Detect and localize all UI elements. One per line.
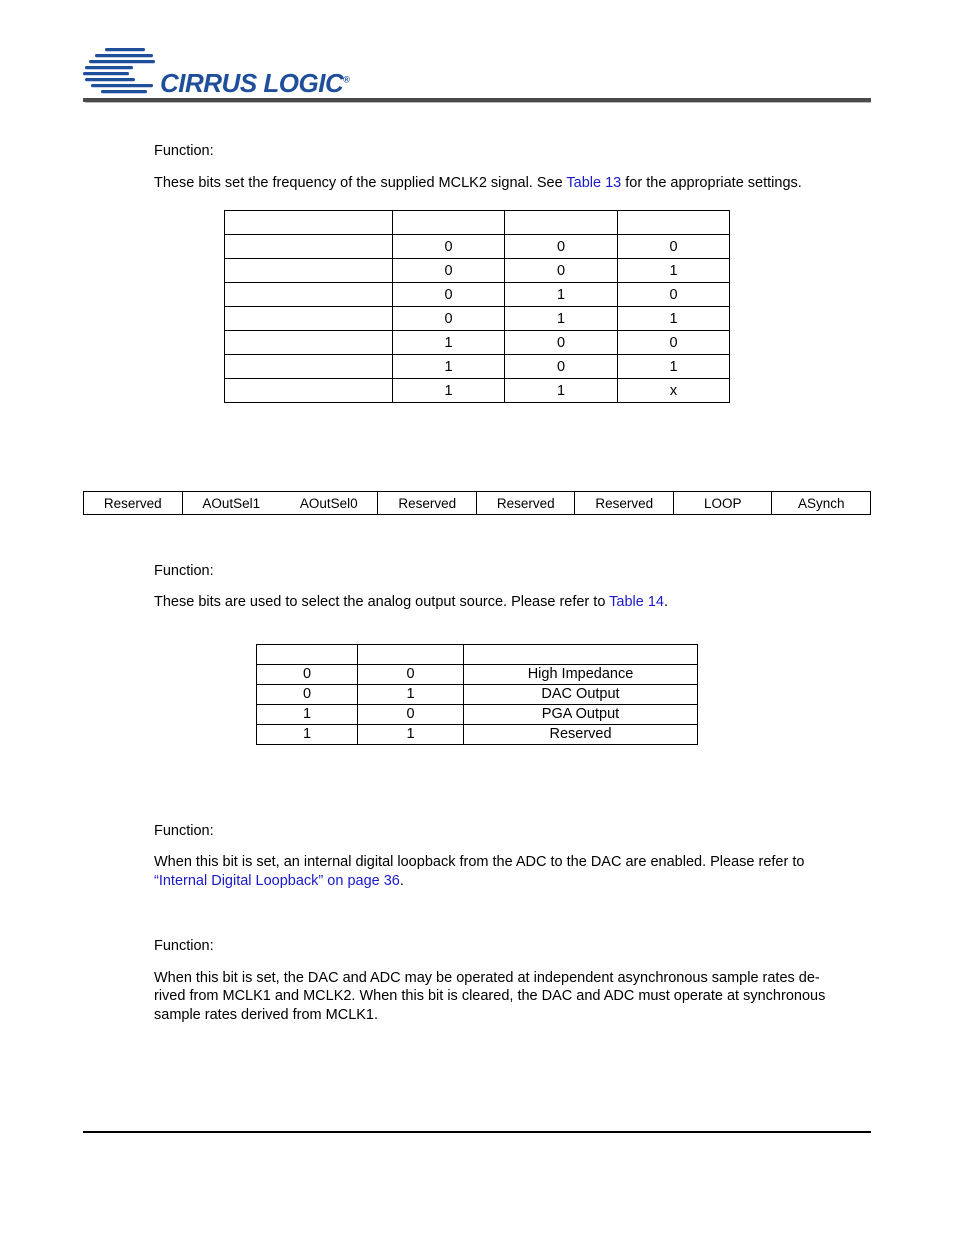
table-cell: 1 bbox=[618, 259, 730, 283]
register-bit-row bbox=[84, 492, 871, 515]
table-cell: 0 bbox=[618, 283, 730, 307]
table-row bbox=[257, 665, 698, 685]
table-cell: PGA Output bbox=[464, 705, 698, 725]
table-cell bbox=[225, 355, 393, 379]
table-row bbox=[225, 283, 730, 307]
table-cell: 1 bbox=[505, 307, 618, 331]
footer-rule bbox=[83, 1131, 871, 1133]
loop-description-tail: . bbox=[399, 873, 404, 889]
table-cell bbox=[618, 211, 730, 235]
table-header-row bbox=[257, 645, 698, 665]
cirrus-logo-swoosh-icon bbox=[83, 46, 163, 96]
table-cell: x bbox=[618, 379, 730, 403]
aoutsel-function-label: Function: bbox=[154, 563, 214, 579]
table-cell: 1 bbox=[393, 379, 505, 403]
table-cell: Reserved bbox=[464, 725, 698, 745]
loop-description-line2 bbox=[154, 872, 404, 890]
table-row bbox=[225, 355, 730, 379]
mclk2-description bbox=[154, 174, 802, 192]
register-bit-map bbox=[83, 491, 871, 515]
table-cell: 1 bbox=[393, 331, 505, 355]
table-cell: 0 bbox=[618, 235, 730, 259]
aoutsel-table bbox=[256, 644, 698, 745]
table-cell: 1 bbox=[358, 725, 464, 745]
table-header-row bbox=[225, 211, 730, 235]
table-cell: 0 bbox=[358, 665, 464, 685]
table-cell: 0 bbox=[618, 331, 730, 355]
asynch-description-line2: rived from MCLK1 and MCLK2. When this bit is cleared, the DAC and ADC must operate at synchronous bbox=[154, 988, 826, 1004]
internal-digital-loopback-link[interactable]: “Internal Digital Loopback” on page 36 bbox=[154, 873, 400, 889]
table-cell: 1 bbox=[505, 379, 618, 403]
asynch-description-line1: When this bit is set, the DAC and ADC may be operated at independent asynchronous sample rates de- bbox=[154, 970, 820, 986]
table-cell: 1 bbox=[618, 307, 730, 331]
mclk2-settings-table bbox=[224, 210, 730, 403]
table-cell: DAC Output bbox=[464, 685, 698, 705]
table-cell: 0 bbox=[257, 665, 358, 685]
loop-function-label: Function: bbox=[154, 823, 214, 839]
table-cell: 1 bbox=[358, 685, 464, 705]
table-cell: 1 bbox=[505, 283, 618, 307]
table-cell: 0 bbox=[505, 331, 618, 355]
table-14-link[interactable]: Table 14 bbox=[609, 594, 664, 610]
table-cell: 0 bbox=[393, 283, 505, 307]
table-cell bbox=[358, 645, 464, 665]
table-cell bbox=[225, 259, 393, 283]
register-bit-4: Reserved bbox=[378, 492, 477, 515]
table-cell bbox=[393, 211, 505, 235]
table-row bbox=[257, 685, 698, 705]
table-cell bbox=[225, 283, 393, 307]
table-cell: 1 bbox=[393, 355, 505, 379]
table-cell: 0 bbox=[505, 235, 618, 259]
table-cell bbox=[225, 211, 393, 235]
table-cell: 0 bbox=[505, 355, 618, 379]
table-13-link[interactable]: Table 13 bbox=[566, 175, 622, 191]
table-cell: 0 bbox=[358, 705, 464, 725]
table-cell bbox=[257, 645, 358, 665]
table-cell: 1 bbox=[257, 725, 358, 745]
mclk2-description-text: These bits set the frequency of the supplied MCLK2 signal. See bbox=[154, 175, 567, 191]
table-cell bbox=[225, 307, 393, 331]
asynch-function-label: Function: bbox=[154, 938, 214, 954]
table-row bbox=[257, 705, 698, 725]
table-row bbox=[225, 259, 730, 283]
aoutsel-description-tail: . bbox=[663, 594, 669, 610]
table-row bbox=[225, 331, 730, 355]
register-bit-0: ASynch bbox=[772, 492, 871, 515]
table-cell: 1 bbox=[257, 705, 358, 725]
aoutsel-description-text: These bits are used to select the analog output source. Please refer to bbox=[154, 594, 610, 610]
register-bit-2: Reserved bbox=[575, 492, 674, 515]
table-row bbox=[225, 307, 730, 331]
table-cell: 0 bbox=[393, 259, 505, 283]
table-cell bbox=[225, 379, 393, 403]
table-row bbox=[257, 725, 698, 745]
table-row bbox=[225, 235, 730, 259]
register-bit-1: LOOP bbox=[673, 492, 772, 515]
register-bit-7: Reserved bbox=[84, 492, 183, 515]
register-bit-3: Reserved bbox=[476, 492, 575, 515]
aoutsel-description bbox=[154, 593, 668, 611]
mclk2-function-label: Function: bbox=[154, 143, 214, 159]
table-cell: 0 bbox=[505, 259, 618, 283]
table-cell: 0 bbox=[393, 307, 505, 331]
table-cell bbox=[225, 235, 393, 259]
table-cell: 1 bbox=[618, 355, 730, 379]
header-rule-shadow bbox=[85, 102, 871, 103]
table-cell: High Impedance bbox=[464, 665, 698, 685]
table-cell: 0 bbox=[393, 235, 505, 259]
table-cell bbox=[464, 645, 698, 665]
table-cell bbox=[505, 211, 618, 235]
table-cell: 0 bbox=[257, 685, 358, 705]
register-bit-6: AOutSel1 bbox=[182, 492, 280, 515]
asynch-description-line3: sample rates derived from MCLK1. bbox=[154, 1007, 379, 1023]
logo-wordmark: CIRRUS LOGIC® bbox=[160, 68, 350, 98]
table-row bbox=[225, 379, 730, 403]
register-bit-5: AOutSel0 bbox=[280, 492, 378, 515]
table-cell bbox=[225, 331, 393, 355]
loop-description-line1: When this bit is set, an internal digital loopback from the ADC to the DAC are enabled. Please refer to bbox=[154, 854, 805, 870]
mclk2-description-tail: for the appropriate settings. bbox=[621, 175, 802, 191]
